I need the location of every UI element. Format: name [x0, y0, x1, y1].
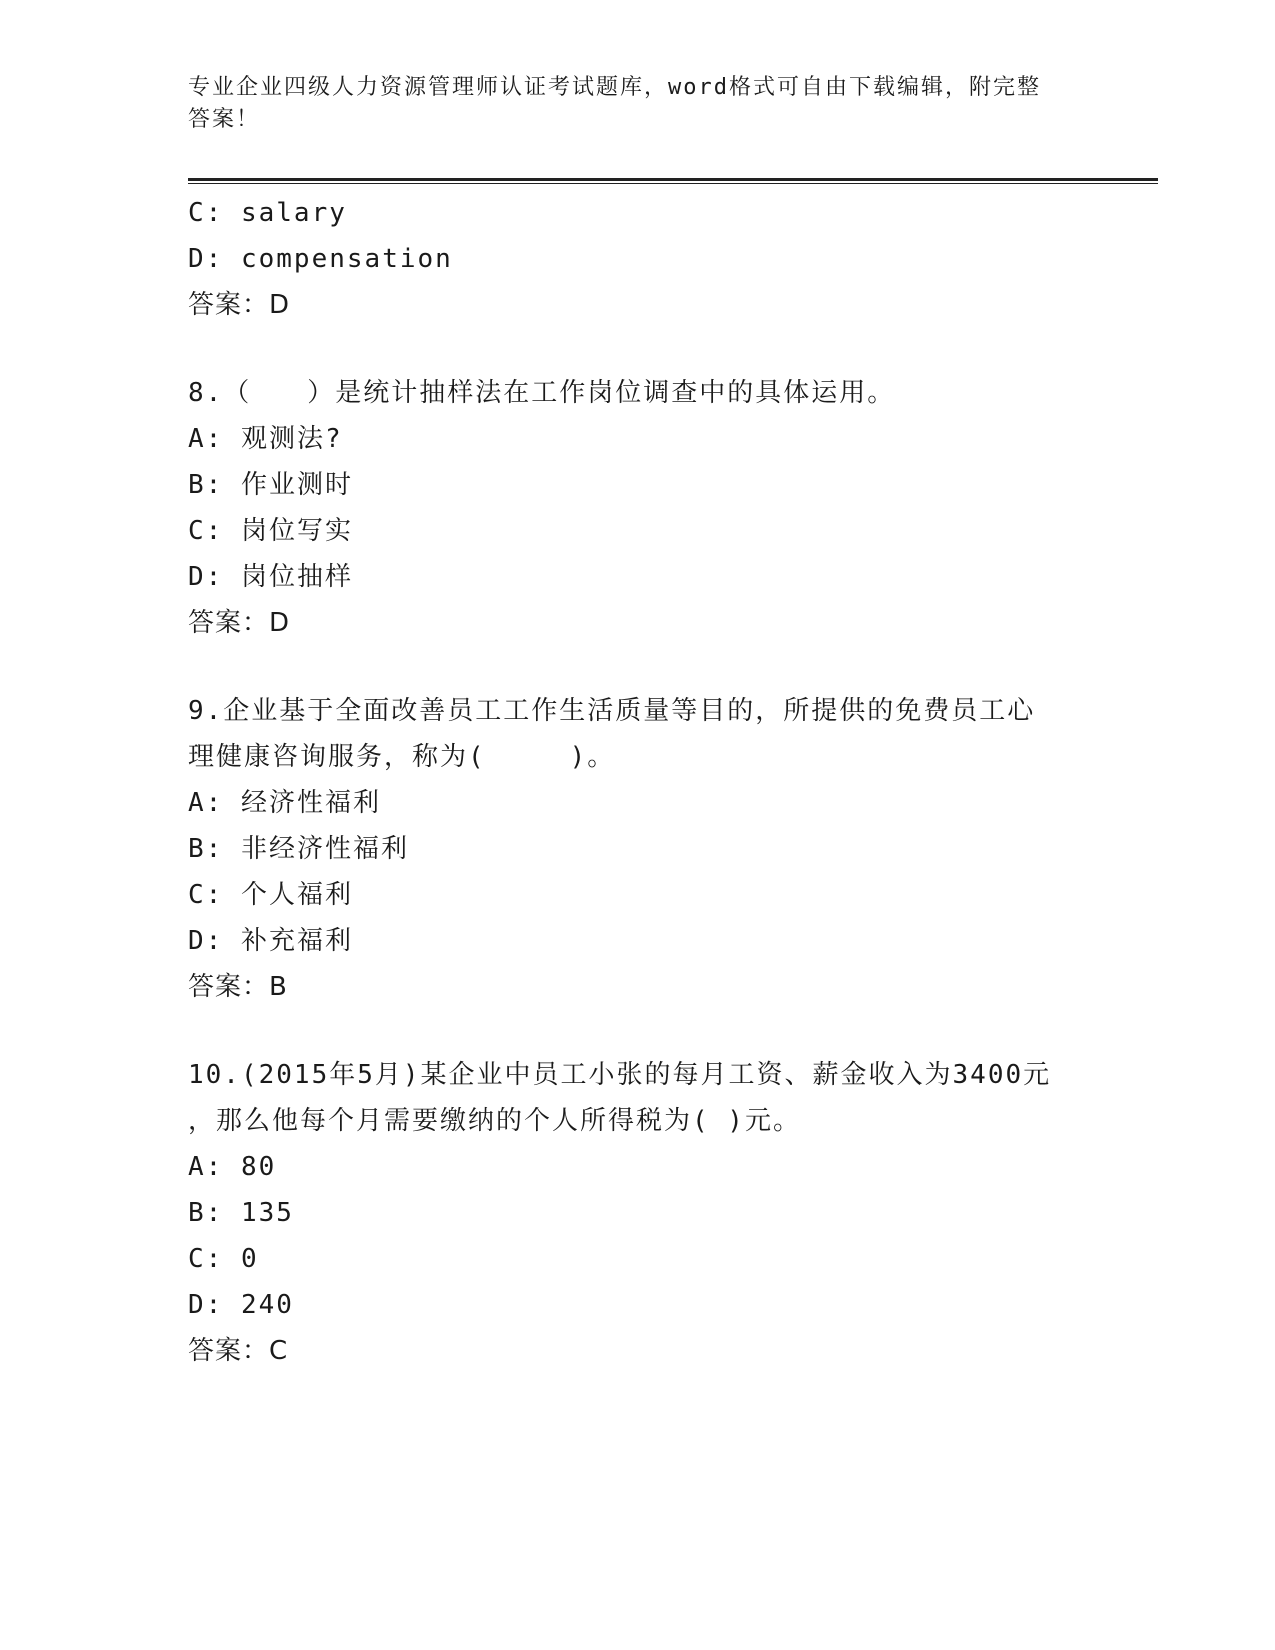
question-stem-line-2: ，那么他每个月需要缴纳的个人所得税为( )元。 — [188, 1106, 801, 1136]
header-line-1: 专业企业四级人力资源管理师认证考试题库，word格式可自由下载编辑，附完整 — [188, 75, 1041, 100]
question-stem-line-2: 理健康咨询服务，称为( )。 — [188, 742, 616, 772]
option-b: B: 135 — [188, 1198, 294, 1228]
option-d: D: 240 — [188, 1290, 294, 1320]
answer-line: 答案：D — [188, 608, 291, 638]
option-a: A: 80 — [188, 1152, 277, 1182]
question-stem-line-1: 10.(2015年5月)某企业中员工小张的每月工资、薪金收入为3400元 — [188, 1060, 1052, 1090]
option-c: C: 岗位写实 — [188, 516, 353, 546]
option-b: B: 作业测时 — [188, 470, 353, 500]
question-10 — [188, 1052, 1088, 1374]
question-7-continued — [188, 190, 1088, 328]
question-9 — [188, 688, 1088, 1010]
header-divider-thin — [188, 183, 1158, 184]
option-c: C: 个人福利 — [188, 880, 353, 910]
header-divider-thick — [188, 178, 1158, 181]
answer-line: 答案：B — [188, 972, 288, 1002]
question-stem: 8.（ ）是统计抽样法在工作岗位调查中的具体运用。 — [188, 378, 896, 408]
option-d: D: compensation — [188, 244, 453, 274]
option-b: B: 非经济性福利 — [188, 834, 409, 864]
question-stem-line-1: 9.企业基于全面改善员工工作生活质量等目的，所提供的免费员工心 — [188, 696, 1036, 726]
option-a: A: 观测法? — [188, 424, 343, 454]
question-8 — [188, 370, 1088, 646]
option-d: D: 岗位抽样 — [188, 562, 353, 592]
option-c: C: salary — [188, 198, 347, 228]
answer-line: 答案：C — [188, 1336, 289, 1366]
option-d: D: 补充福利 — [188, 926, 353, 956]
header-line-2: 答案！ — [188, 107, 261, 132]
document-header — [188, 72, 1068, 136]
option-a: A: 经济性福利 — [188, 788, 381, 818]
option-c: C: 0 — [188, 1244, 259, 1274]
question-list — [188, 190, 1088, 1374]
answer-line: 答案：D — [188, 290, 291, 320]
